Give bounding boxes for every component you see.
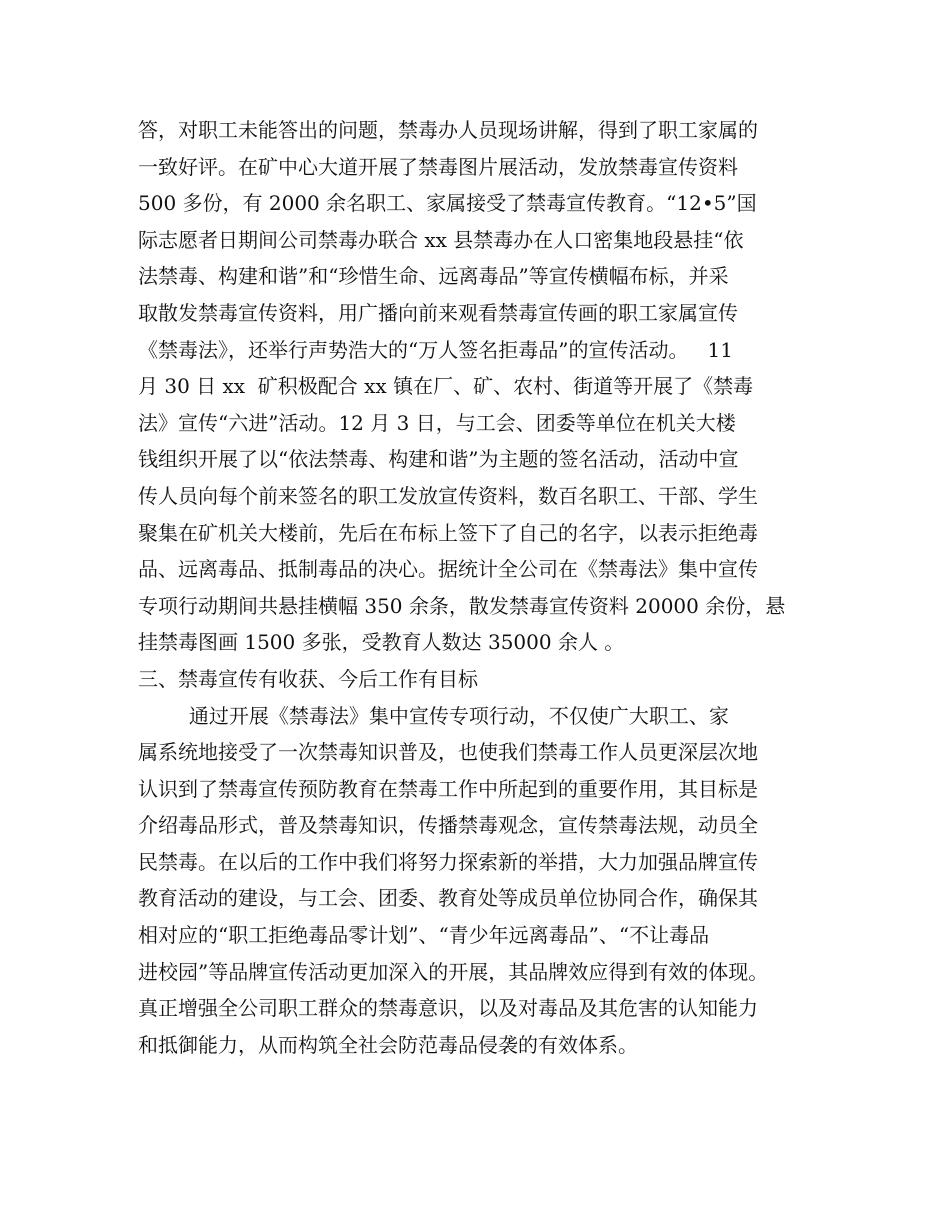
text-line: 挂禁毒图画 1500 多张，受教育人数达 35000 余人 。 — [138, 630, 625, 655]
text-line: 民禁毒。在以后的工作中我们将努力探索新的举措，大力加强品牌宣传 — [138, 849, 758, 874]
text-line: 钱组织开展了以“依法禁毒、构建和谐”为主题的签名活动，活动中宣 — [138, 447, 739, 472]
text-line: 和抵御能力，从而构筑全社会防范毒品侵袭的有效体系。 — [138, 1032, 638, 1057]
text-line: 《禁毒法》，还举行声势浩大的“万人签名拒毒品”的宣传活动。 11 — [138, 337, 733, 362]
text-line: 真正增强全公司职工群众的禁毒意识，以及对毒品及其危害的认知能力 — [138, 996, 758, 1021]
text-line: 聚集在矿机关大楼前，先后在布标上签下了自己的名字，以表示拒绝毒 — [138, 520, 758, 545]
section-heading: 三、禁毒宣传有收获、今后工作有目标 — [138, 666, 478, 691]
text-line: 教育活动的建设，与工会、团委、教育处等成员单位协同合作，确保其 — [138, 886, 758, 911]
text-line: 取散发禁毒宣传资料，用广播向前来观看禁毒宣传画的职工家属宣传 — [138, 300, 738, 325]
text-line: 认识到了禁毒宣传预防教育在禁毒工作中所起到的重要作用，其目标是 — [138, 776, 758, 801]
text-line: 介绍毒品形式，普及禁毒知识，传播禁毒观念，宣传禁毒法规，动员全 — [138, 813, 758, 838]
text-line: 一致好评。在矿中心大道开展了禁毒图片展活动，发放禁毒宣传资料 — [138, 154, 738, 179]
text-line: 专项行动期间共悬挂横幅 350 余条，散发禁毒宣传资料 20000 余份，悬 — [138, 593, 786, 618]
text-line: 品、远离毒品、抵制毒品的决心。据统计全公司在《禁毒法》集中宣传 — [138, 557, 758, 582]
text-line: 通过开展《禁毒法》集中宣传专项行动，不仅使广大职工、家 — [138, 703, 729, 728]
text-line: 法禁毒、构建和谐”和“珍惜生命、远离毒品”等宣传横幅布标，并采 — [138, 264, 729, 289]
text-line: 属系统地接受了一次禁毒知识普及，也使我们禁毒工作人员更深层次地 — [138, 740, 758, 765]
text-line: 答，对职工未能答出的问题，禁毒办人员现场讲解，得到了职工家属的 — [138, 118, 758, 142]
text-line: 法》宣传“六进”活动。12 月 3 日，与工会、团委等单位在机关大楼 — [138, 410, 736, 435]
text-line: 相对应的“职工拒绝毒品零计划”、“青少年远离毒品”、“不让毒品 — [138, 923, 710, 948]
text-line: 传人员向每个前来签名的职工发放宣传资料，数百名职工、干部、学生 — [138, 483, 758, 508]
text-line: 月 30 日 xx 矿积极配合 xx 镇在厂、矿、农村、街道等开展了《禁毒 — [138, 374, 754, 399]
text-line: 进校园”等品牌宣传活动更加深入的开展，其品牌效应得到有效的体现。 — [138, 959, 769, 984]
text-line: 际志愿者日期间公司禁毒办联合 xx 县禁毒办在人口密集地段悬挂“依 — [138, 227, 744, 252]
text-line: 500 多份，有 2000 余名职工、家属接受了禁毒宣传教育。“12•5”国 — [138, 191, 757, 216]
document-body-text — [138, 112, 828, 1063]
